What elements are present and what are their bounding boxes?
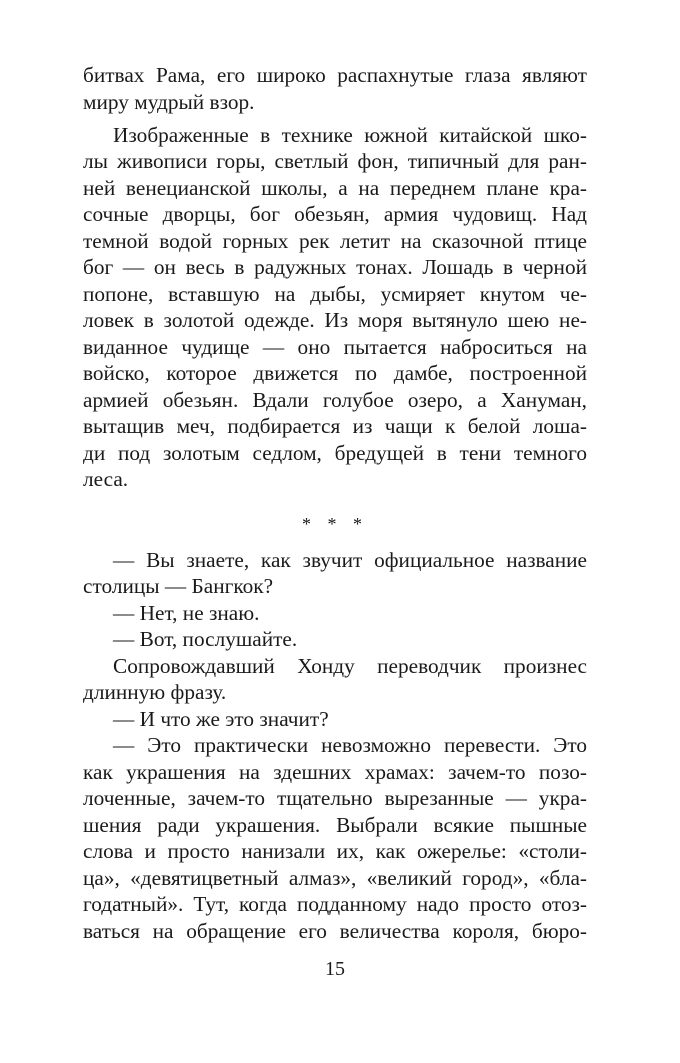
text-line: попоне, вставшую на дыбы, усмиряет кнутом че- <box>83 282 587 306</box>
text-line: ца», «девятицветный алмаз», «великий город», «бла- <box>83 866 587 890</box>
text-line: войско, которое движется по дамбе, построенной <box>83 361 587 385</box>
text-line: лы живописи горы, светлый фон, типичный для ран- <box>83 149 587 173</box>
text-line: ваться на обращение его величества короля, бюро- <box>83 919 587 943</box>
text-line: лоченные, зачем-то тщательно вырезанные — укра- <box>83 786 587 810</box>
page-number: 15 <box>325 958 345 980</box>
text-line: вытащив меч, подбирается из чащи к белой лоша- <box>83 414 587 438</box>
text-line: слова и просто нанизали их, как ожерелье: «столи- <box>83 839 587 863</box>
text-line: ди под золотым седлом, бредущей в тени темного <box>83 441 587 465</box>
text-line: виданное чудище — оно пытается наброситься на <box>83 335 587 359</box>
text-line: столицы — Бангкок? <box>83 574 274 598</box>
text-line: Изображенные в технике южной китайской шко- <box>113 123 587 147</box>
section-break: * * * <box>302 514 368 534</box>
book-page <box>83 58 587 1008</box>
text-line: леса. <box>83 467 129 491</box>
text-line: годатный». Тут, когда подданному надо просто отоз- <box>83 892 587 916</box>
text-line: Сопровождавший Хонду переводчик произнес <box>113 654 587 678</box>
text-line: ловек в золотой одежде. Из моря вытянуло шею не- <box>83 308 587 332</box>
text-line: ней венецианской школы, а на переднем плане кра- <box>83 176 587 200</box>
text-line: шения ради украшения. Выбрали всякие пышные <box>83 813 587 837</box>
text-line: битвах Рама, его широко распахнутые глаза являют <box>83 63 587 87</box>
text-line: — Вот, послушайте. <box>113 627 298 651</box>
text-line: армией обезьян. Вдали голубое озеро, а Хануман, <box>83 388 587 412</box>
text-line: — Это практически невозможно перевести. Это <box>113 733 587 757</box>
text-line: — Вы знаете, как звучит официальное название <box>113 548 587 572</box>
text-line: — Нет, не знаю. <box>113 601 260 625</box>
text-line: длинную фразу. <box>83 680 227 704</box>
text-line: миру мудрый взор. <box>83 90 255 114</box>
text-line: сочные дворцы, бог обезьян, армия чудовищ. Над <box>83 202 587 226</box>
text-line: — И что же это значит? <box>113 707 329 731</box>
text-line: бог — он весь в радужных тонах. Лошадь в черной <box>83 255 587 279</box>
text-line: темной водой горных рек летит на сказочной птице <box>83 229 587 253</box>
text-line: как украшения на здешних храмах: зачем-то позо- <box>83 760 587 784</box>
